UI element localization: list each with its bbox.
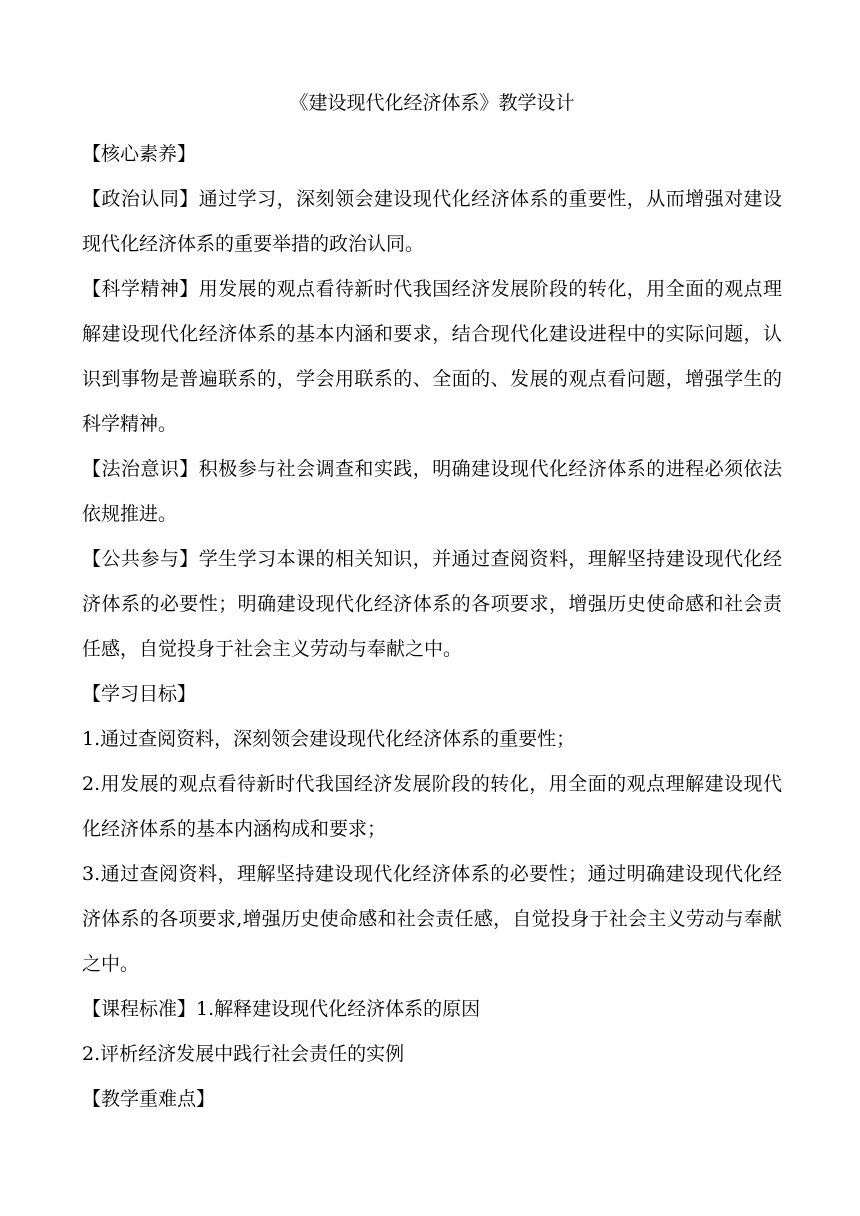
paragraph-public-participation: 【公共参与】学生学习本课的相关知识，并通过查阅资料，理解坚持建设现代化经济体系的必要性；明确建设现代化经济体系的各项要求，增强历史使命感和社会责任感，自觉投身于社会主义劳动与奉献之中。 [82, 548, 782, 660]
heading-core-literacy: 【核心素养】 [82, 143, 197, 165]
objective-item-2: 2.用发展的观点看待新时代我国经济发展阶段的转化，用全面的观点理解建设现代化经济体系的基本内涵构成和要求； [82, 773, 782, 840]
heading-key-difficulties: 【教学重难点】 [82, 1088, 216, 1110]
document-title: 《建设现代化经济体系》教学设计 [289, 92, 575, 114]
objective-item-3: 3.通过查阅资料，理解坚持建设现代化经济体系的必要性；通过明确建设现代化经济体系的各项要求,增强历史使命感和社会责任感，自觉投身于社会主义劳动与奉献之中。 [82, 863, 782, 975]
paragraph-curriculum-standard: 【课程标准】1.解释建设现代化经济体系的原因 [82, 998, 481, 1020]
paragraph-rule-of-law: 【法治意识】积极参与社会调查和实践，明确建设现代化经济体系的进程必须依法依规推进。 [82, 458, 782, 525]
paragraph-scientific-spirit: 【科学精神】用发展的观点看待新时代我国经济发展阶段的转化，用全面的观点理解建设现代化经济体系的基本内涵和要求，结合现代化建设进程中的实际问题，认识到事物是普遍联系的，学会用联系的、全面的、发展的观点看问题，增强学生的科学精神。 [82, 278, 782, 435]
curriculum-standard-item-2: 2.评析经济发展中践行社会责任的实例 [82, 1043, 405, 1065]
paragraph-political-identity: 【政治认同】通过学习，深刻领会建设现代化经济体系的重要性，从而增强对建设现代化经济体系的重要举措的政治认同。 [82, 188, 782, 255]
objective-item-1: 1.通过查阅资料，深刻领会建设现代化经济体系的重要性； [82, 728, 576, 750]
document-body [82, 88, 782, 1122]
heading-learning-objectives: 【学习目标】 [82, 683, 197, 705]
